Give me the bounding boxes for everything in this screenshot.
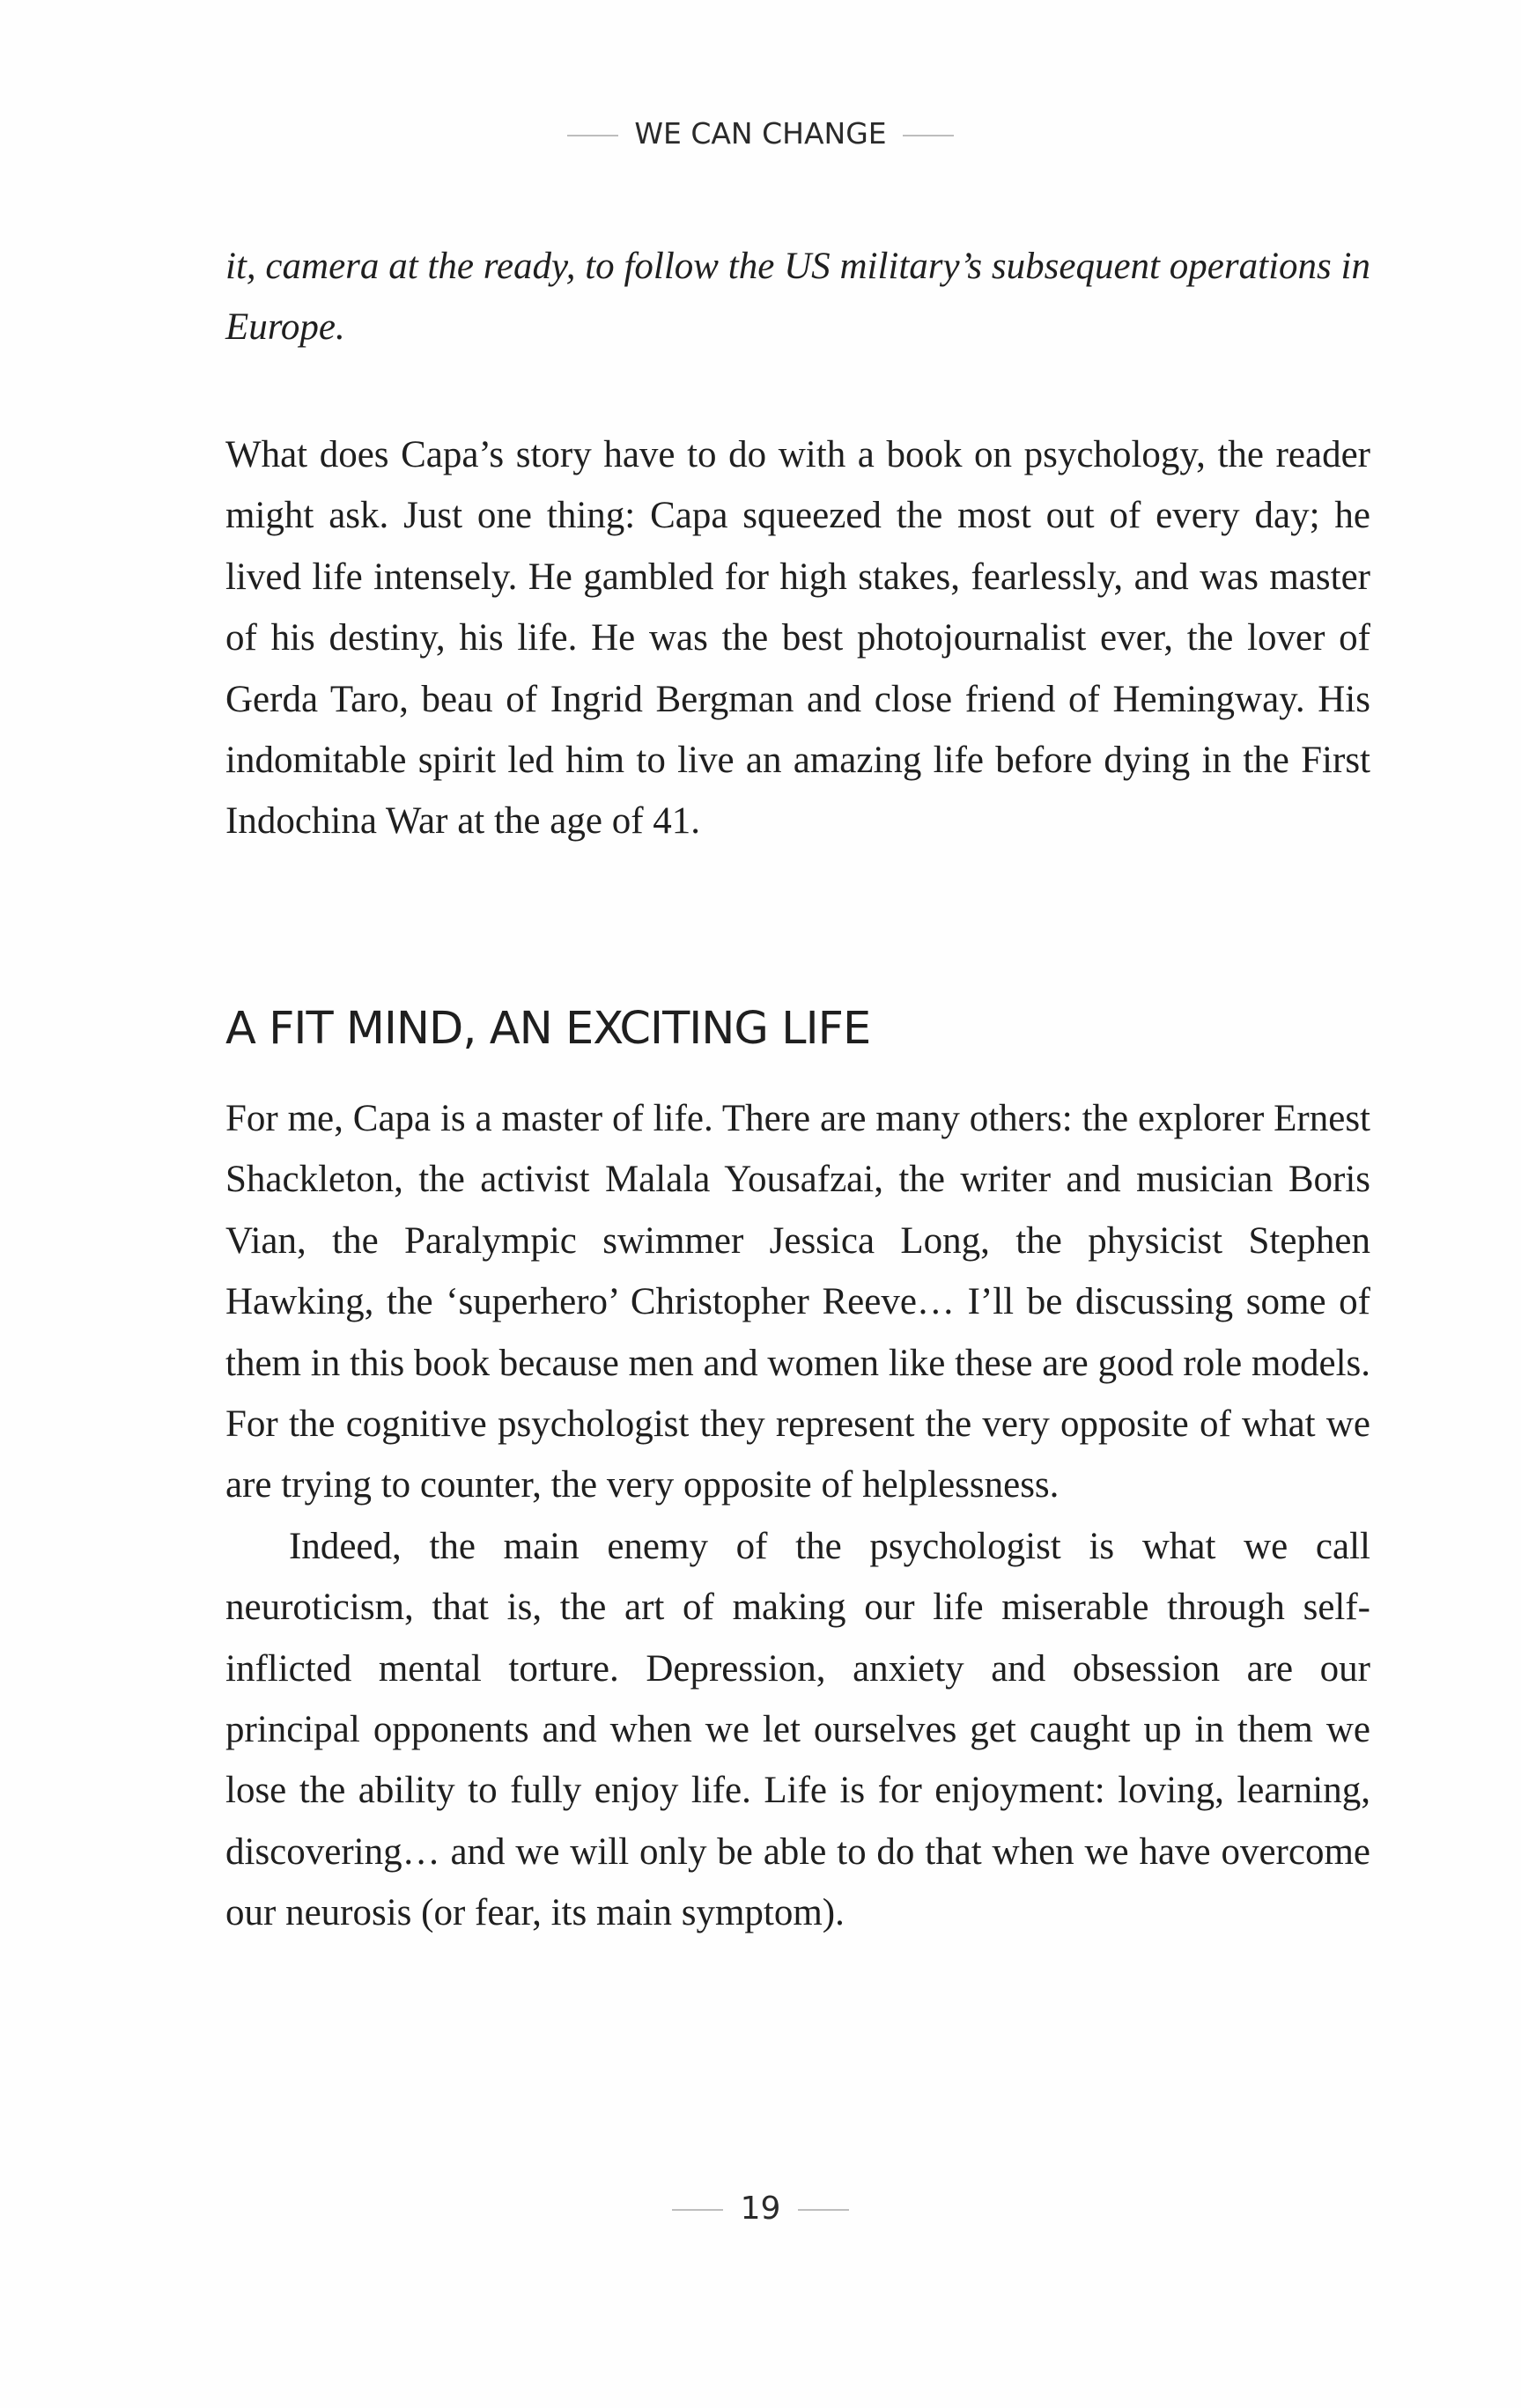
capa-paragraph xyxy=(225,424,1370,852)
running-head xyxy=(0,116,1521,151)
master-of-life-paragraph: For me, Capa is a master of life. There are many others: the explorer Ernest Shackleton, the activist Malala Yousafzai, the writer and musician Boris Vian, the Paralympic swimmer Jessica Long, the physicist Stephen Hawking, the ‘superhero’ Christopher Reeve… I’ll be discussing some of them in this book because men and women like these are good role models. For the cognitive psychologist they represent the very opposite of what we are trying to counter, the very opposite of helplessness. xyxy=(225,1098,1370,1506)
continuation-paragraph xyxy=(225,236,1370,358)
continuation-text: it, camera at the ready, to follow the US military’s subsequent operations in Europe. xyxy=(225,246,1370,349)
running-head-text: WE CAN CHANGE xyxy=(634,116,887,151)
folio-right-rule xyxy=(798,2209,849,2211)
neuroticism-paragraph: Indeed, the main enemy of the psychologist is what we call neuroticism, that is, the art of making our life miserable through self-inflicted mental torture. Depression, anxiety and obsession are our principal opponents and when we let ourselves get caught up in them we lose the ability to fully enjoy life. Life is for enjoyment: loving, learning, discovering… and we will only be able to do that when we have overcome our neurosis (or fear, its main symptom). xyxy=(225,1525,1370,1934)
running-head-right-rule xyxy=(903,135,954,136)
page-number-text: 19 xyxy=(740,2191,781,2227)
capa-paragraph-text: What does Capa’s story have to do with a book on psychology, the reader might ask. Just one thing: Capa squeezed the most out of every day; he lived life intensely. He gambled for high stakes, fearlessly, and was master of his destiny, his life. He was the best photojournalist ever, the lover of Gerda Taro, beau of Ingrid Bergman and close friend of Hemingway. His indomitable spirit led him to live an amazing life before dying in the First Indochina War at the age of 41. xyxy=(225,434,1370,843)
running-head-left-rule xyxy=(567,135,618,136)
page-number xyxy=(0,2191,1521,2227)
folio-left-rule xyxy=(672,2209,723,2211)
section-body xyxy=(225,1088,1370,1944)
section-heading: A FIT MIND, AN EXCITING LIFE xyxy=(225,1003,871,1055)
